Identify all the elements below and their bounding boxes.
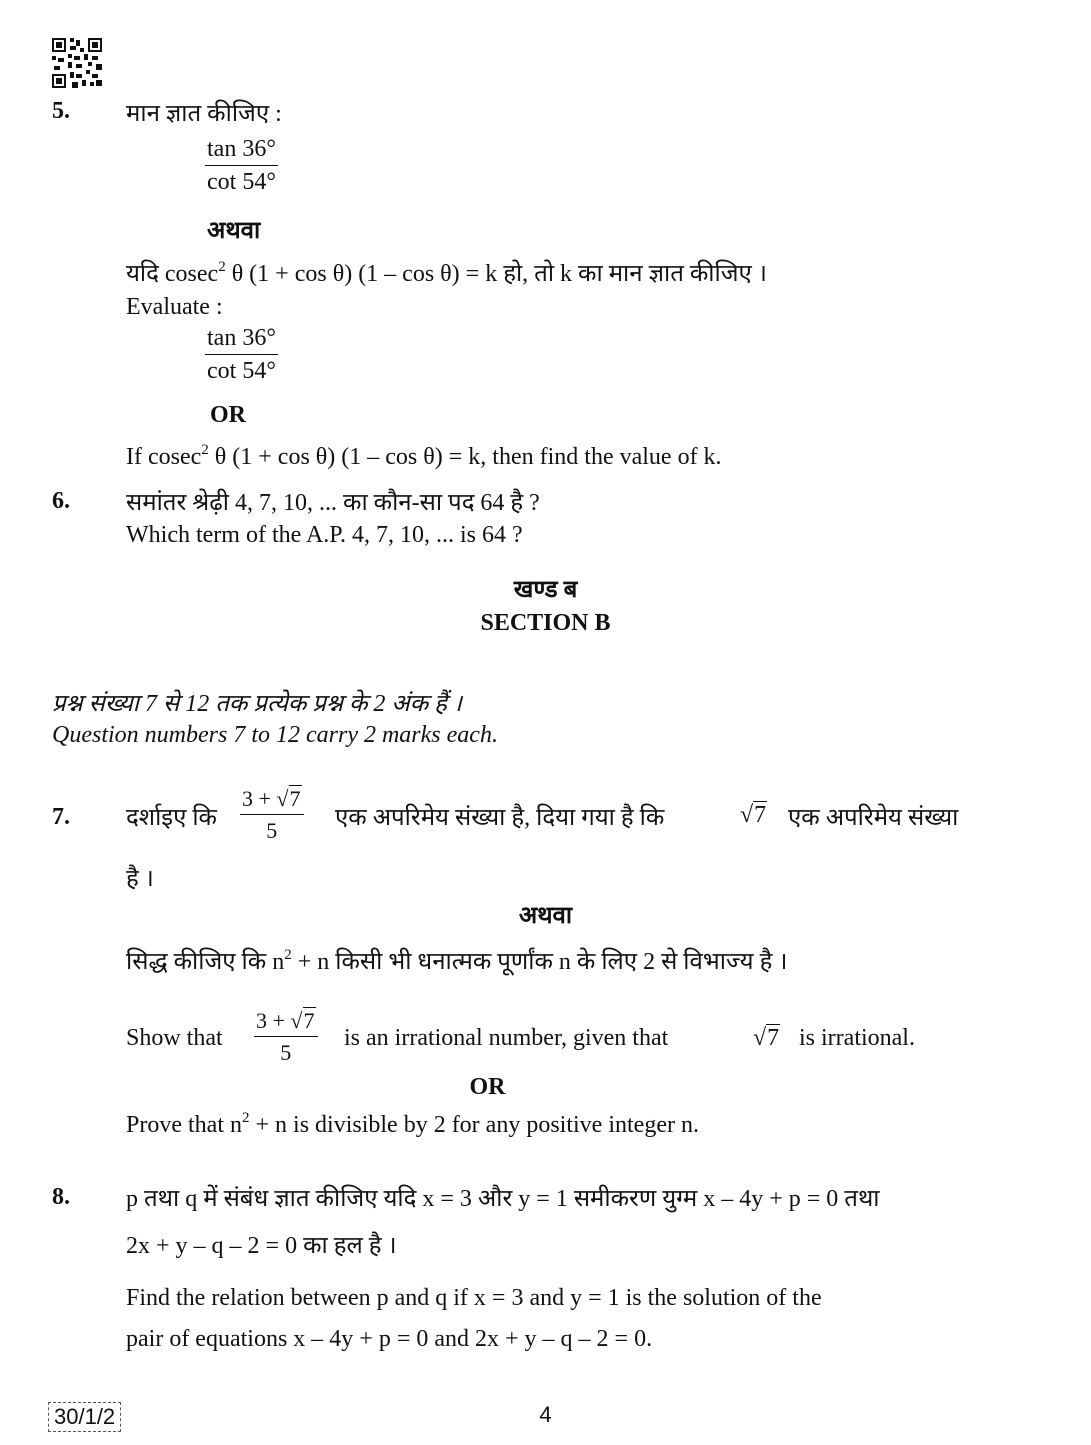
q7-english-sqrt <box>753 1025 780 1052</box>
radicand: 7 <box>754 802 767 828</box>
question-number-5: 5. <box>52 98 70 124</box>
fraction-denominator: cot 54° <box>207 358 276 384</box>
fraction-num-a: 3 + <box>242 786 271 811</box>
q5-english-alternative <box>126 444 722 471</box>
fraction-denominator: cot 54° <box>207 169 276 195</box>
radicand: 7 <box>289 786 301 811</box>
q5-hindi-or: अथवा <box>207 218 261 244</box>
q5-english-sup: 2 <box>201 442 209 458</box>
q6-hindi-text: समांतर श्रेढ़ी 4, 7, 10, ... का कौन-सा पद 64 है ? <box>126 490 540 516</box>
q7-english-alt-post: + n is divisible by 2 for any positive integer n. <box>249 1112 699 1138</box>
fraction-numerator: tan 36° <box>205 325 278 355</box>
q5-english-intro: Evaluate : <box>126 294 223 320</box>
q5-hindi-alt-post: θ (1 + cos θ) (1 – cos θ) = k हो, तो k का मान ज्ञात कीजिए । <box>225 261 767 287</box>
section-hindi-note: प्रश्न संख्या 7 से 12 तक प्रत्येक प्रश्न के 2 अंक हैं । <box>52 691 462 717</box>
q5-hindi-sup: 2 <box>218 259 226 275</box>
q7-english-sup: 2 <box>241 1110 250 1126</box>
paper-code: 30/1/2 <box>48 1402 121 1432</box>
q7-hindi-or: अथवा <box>518 903 573 929</box>
question-number-8: 8. <box>52 1184 70 1210</box>
sqrt-expression: √7 <box>753 1025 780 1051</box>
q5-hindi-alt-pre: यदि cosec <box>126 261 219 287</box>
q7-hindi-sup: 2 <box>284 947 292 963</box>
q6-english-text: Which term of the A.P. 4, 7, 10, ... is 64 ? <box>126 522 523 548</box>
q7-english-post: is irrational. <box>799 1025 915 1051</box>
sqrt-expression: √7 <box>740 802 767 828</box>
q7-english-fraction <box>254 1008 318 1066</box>
question-number-7: 7. <box>52 804 70 830</box>
q7-english-mid: is an irrational number, given that <box>344 1025 669 1051</box>
fraction-numerator: tan 36° <box>205 136 278 166</box>
section-english-note: Question numbers 7 to 12 carry 2 marks each. <box>52 722 498 748</box>
fraction-denominator: 5 <box>266 818 278 843</box>
q7-hindi-mid: एक अपरिमेय संख्या है, दिया गया है कि <box>335 805 665 831</box>
q8-hindi-line2: 2x + y – q – 2 = 0 का हल है । <box>126 1233 397 1259</box>
q8-english-line1: Find the relation between p and q if x = 3 and y = 1 is the solution of the <box>126 1285 822 1311</box>
qr-code-icon <box>52 38 102 88</box>
page-number: 4 <box>539 1402 552 1427</box>
q5-english-alt-post: θ (1 + cos θ) (1 – cos θ) = k, then find the value of k. <box>208 444 722 470</box>
fraction-denominator: 5 <box>280 1040 292 1065</box>
q5-hindi-fraction <box>205 136 278 196</box>
q8-english-line2: pair of equations x – 4y + p = 0 and 2x + y – q – 2 = 0. <box>126 1326 653 1352</box>
q7-english-alternative <box>126 1112 699 1139</box>
sqrt-expression: √7 <box>290 1008 315 1033</box>
q5-hindi-alternative <box>126 256 767 289</box>
sqrt-expression: √7 <box>276 786 301 811</box>
section-english-title: SECTION B <box>480 610 611 636</box>
q7-hindi-alt-pre: सिद्ध कीजिए कि n <box>126 949 285 975</box>
q7-english-alt-pre: Prove that n <box>126 1112 242 1138</box>
q7-english-pre: Show that <box>126 1025 223 1051</box>
section-hindi-title: खण्ड ब <box>513 577 578 603</box>
q7-hindi-fraction <box>240 786 304 844</box>
fraction-numerator <box>254 1008 318 1037</box>
q7-english-or: OR <box>469 1074 506 1100</box>
q7-hindi-post: एक अपरिमेय संख्या <box>788 805 959 831</box>
q5-english-fraction <box>205 325 278 385</box>
fraction-num-a: 3 + <box>256 1008 285 1033</box>
radicand: 7 <box>767 1025 780 1051</box>
fraction-numerator <box>240 786 304 815</box>
q7-hindi-alt-post: + n किसी भी धनात्मक पूर्णांक n के लिए 2 से विभाज्य है । <box>291 949 788 975</box>
q5-english-or: OR <box>210 402 246 428</box>
q5-hindi-intro: मान ज्ञात कीजिए : <box>126 101 282 127</box>
q7-hindi-end: है । <box>126 866 154 892</box>
q7-hindi-pre: दर्शाइए कि <box>126 805 217 831</box>
question-number-6: 6. <box>52 488 70 514</box>
q8-hindi-line1: p तथा q में संबंध ज्ञात कीजिए यदि x = 3 और y = 1 समीकरण युग्म x – 4y + p = 0 तथा <box>126 1186 880 1212</box>
q7-hindi-sqrt <box>740 802 767 829</box>
radicand: 7 <box>303 1008 315 1033</box>
q5-english-alt-pre: If cosec <box>126 444 202 470</box>
q7-hindi-alternative <box>126 944 787 977</box>
